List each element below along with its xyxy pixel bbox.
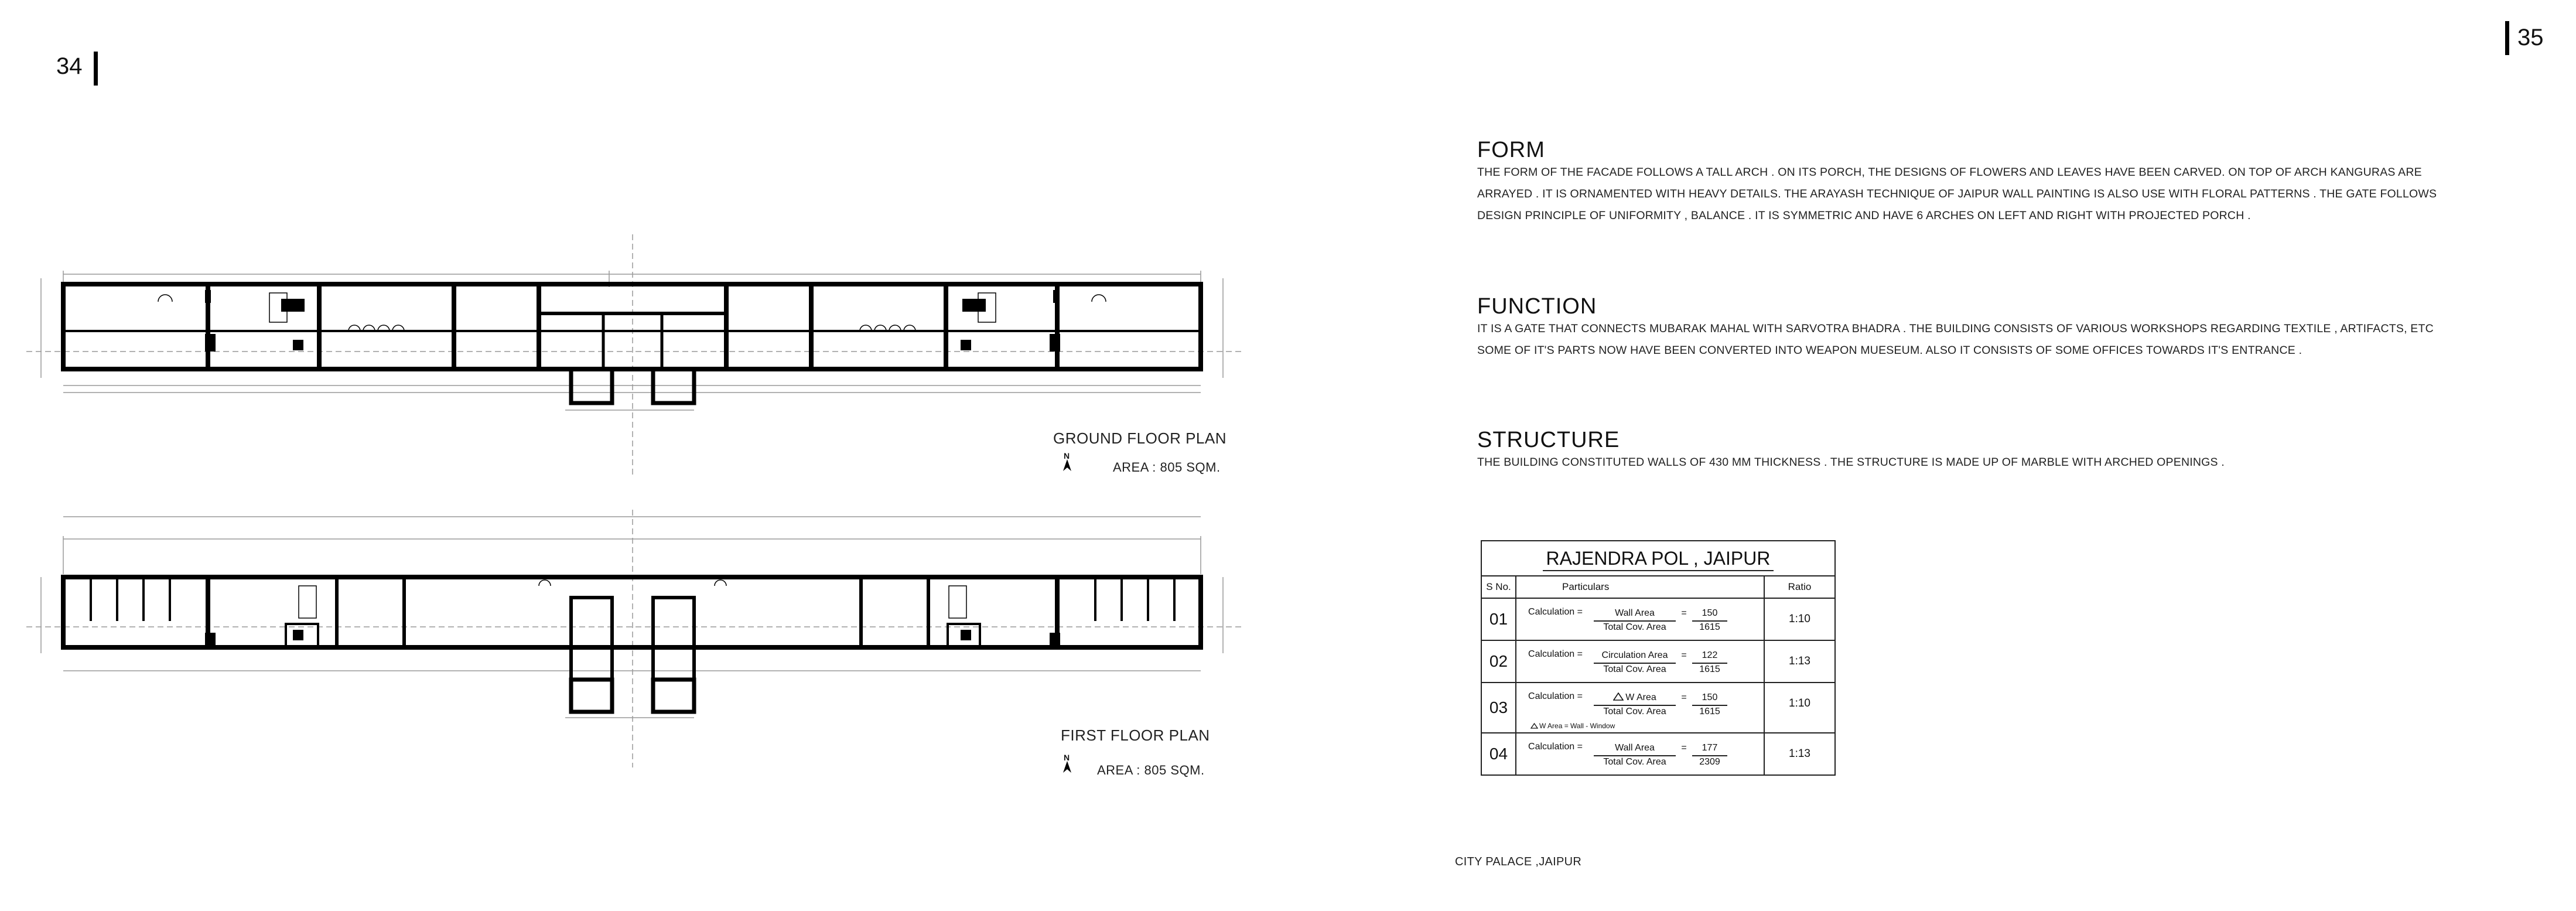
row-sno: 04 [1481,733,1516,775]
table-row [1481,733,1835,775]
row-ratio: 1:10 [1764,598,1835,640]
calc-note-text: W Area = Wall - Window [1539,722,1615,730]
delta-icon [1613,692,1624,701]
form-text-line: THE FORM OF THE FACADE FOLLOWS A TALL ARCH . ON ITS PORCH, THE DESIGNS OF FLOWERS AND LEAVES HAVE BEEN CARVED. ON TOP OF ARCH KANGURAS ARE [1477,166,2422,179]
calc-equals: = [1681,743,1687,753]
table-row [1481,683,1835,733]
row-ratio: 1:10 [1764,683,1835,733]
function-text-line: IT IS A GATE THAT CONNECTS MUBARAK MAHAL WITH SARVOTRA BHADRA . THE BUILDING CONSISTS OF VARIOUS WORKSHOPS REGARDING TEXTILE , ARTIFACTS, ETC [1477,322,2434,335]
row-calculation [1516,598,1764,640]
calc-equals: = [1681,692,1687,702]
row-sno: 02 [1481,640,1516,683]
function-text [1477,318,2531,361]
calc-denominator: Total Cov. Area [1603,757,1666,767]
function-heading: FUNCTION [1477,294,1597,319]
calc-numerator-text: W Area [1625,692,1656,702]
calc-num-value: 150 [1702,692,1718,702]
calc-den-value: 1615 [1699,707,1720,716]
form-text [1477,162,2531,227]
calc-numerator: Wall Area [1615,743,1655,753]
calc-num-value: 150 [1702,608,1718,618]
calc-den-value: 1615 [1699,622,1720,632]
page-number-right: 35 [2517,25,2544,50]
calc-num-value: 177 [1702,743,1718,753]
north-label: N [1064,753,1070,762]
calc-equals: = [1681,608,1687,618]
table-row [1481,640,1835,683]
page-number-left-bar [94,52,98,86]
calc-label: Calculation = [1528,607,1583,617]
row-ratio: 1:13 [1764,640,1835,683]
calc-label: Calculation = [1528,691,1583,701]
header-particulars: Particulars [1516,576,1764,598]
row-calculation [1516,640,1764,683]
form-text-line: DESIGN PRINCIPLE OF UNIFORMITY , BALANCE . IT IS SYMMETRIC AND HAVE 6 ARCHES ON LEFT AND RIGHT WITH PROJECTED PORCH . [1477,209,2251,222]
fraction-line [1692,620,1727,622]
calc-equals: = [1681,650,1687,660]
fraction-line [1594,620,1676,622]
row-sno: 03 [1481,683,1516,733]
table-title-text: RAJENDRA POL , JAIPUR [1543,548,1774,571]
fraction-line [1692,663,1727,664]
ground-floor-plan-label: GROUND FLOOR PLAN [1053,429,1226,447]
calc-label: Calculation = [1528,649,1583,659]
calc-den-value: 2309 [1699,757,1720,767]
calc-denominator: Total Cov. Area [1603,622,1666,632]
ground-floor-area: AREA : 805 SQM. [1113,460,1221,475]
ratio-table [1481,540,1836,776]
calc-numerator: Circulation Area [1601,650,1668,660]
north-arrow-icon [1059,451,1075,475]
north-label: N [1064,451,1070,460]
calc-note [1530,722,1615,730]
page-number-left: 34 [56,53,83,79]
calc-numerator: Wall Area [1615,608,1655,618]
function-text-line: SOME OF IT'S PARTS NOW HAVE BEEN CONVERTED INTO WEAPON MUESEUM. ALSO IT CONSISTS OF SOME OFFICES TOWARDS IT'S ENTRANCE . [1477,344,2302,357]
structure-text [1477,452,2531,473]
row-calculation [1516,683,1764,733]
form-text-line: ARRAYED . IT IS ORNAMENTED WITH HEAVY DETAILS. THE ARAYASH TECHNIQUE OF JAIPUR WALL PAINTING IS ALSO USE WITH FLORAL PATTERNS . THE GATE FOLLOWS [1477,187,2437,200]
calc-label: Calculation = [1528,742,1583,752]
fraction-line [1594,705,1676,706]
structure-text-line: THE BUILDING CONSTITUTED WALLS OF 430 MM THICKNESS . THE STRUCTURE IS MADE UP OF MARBLE WITH ARCHED OPENINGS . [1477,456,2225,469]
table-title [1481,541,1835,576]
delta-icon [1530,723,1538,729]
page-number-right-bar [2505,21,2509,55]
calc-numerator [1594,692,1676,703]
form-heading: FORM [1477,138,1545,162]
structure-heading: STRUCTURE [1477,428,1620,452]
calc-denominator: Total Cov. Area [1603,664,1666,674]
first-floor-plan-label: FIRST FLOOR PLAN [1061,726,1210,744]
row-sno: 01 [1481,598,1516,640]
header-ratio: Ratio [1764,576,1835,598]
fraction-line [1594,755,1676,756]
row-ratio: 1:13 [1764,733,1835,775]
first-floor-area: AREA : 805 SQM. [1097,763,1205,777]
fraction-line [1692,755,1727,756]
calc-num-value: 122 [1702,650,1718,660]
calc-denominator: Total Cov. Area [1603,707,1666,716]
table-row [1481,598,1835,640]
header-sno: S No. [1481,576,1516,598]
fraction-line [1594,663,1676,664]
north-arrow-icon [1059,753,1075,776]
fraction-line [1692,705,1727,706]
row-calculation [1516,733,1764,775]
calc-den-value: 1615 [1699,664,1720,674]
footer-caption: CITY PALACE ,JAIPUR [1455,855,1582,868]
